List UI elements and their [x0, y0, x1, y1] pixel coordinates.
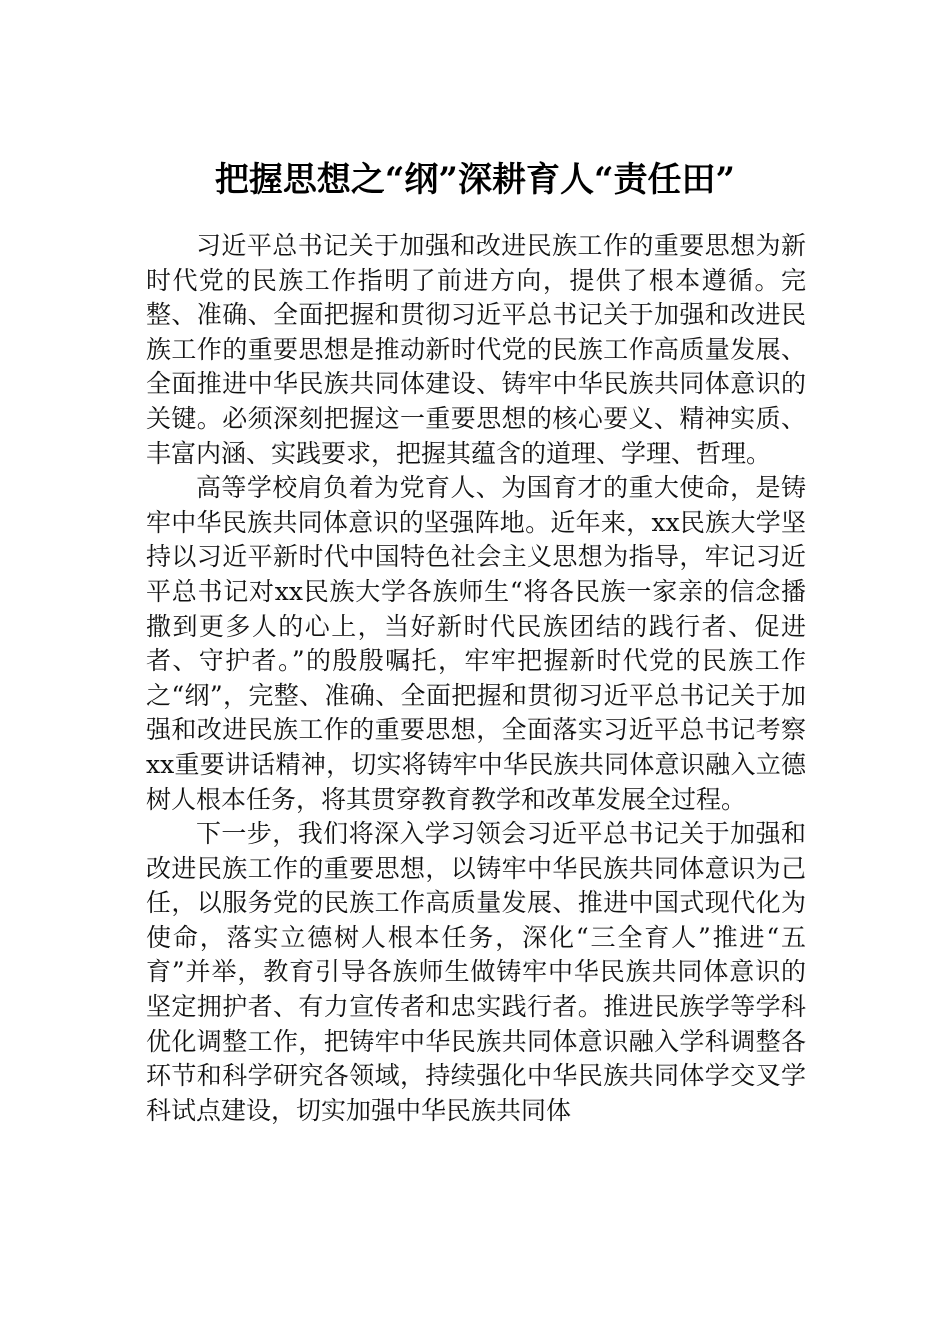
paragraph-2: 高等学校肩负着为党育人、为国育才的重大使命，是铸牢中华民族共同体意识的坚强阵地。近年来，xx民族大学坚持以习近平新时代中国特色社会主义思想为指导，牢记习近平总书记对xx民族大学各族师生“将各民族一家亲的信念播撒到更多人的心上，当好新时代民族团结的践行者、促进者、守护者。”的殷殷嘱托，牢牢把握新时代党的民族工作之“纲”，完整、准确、全面把握和贯彻习近平总书记关于加强和改进民族工作的重要思想，全面落实习近平总书记考察xx重要讲话精神，切实将铸牢中华民族共同体意识融入立德树人根本任务，将其贯穿教育教学和改革发展全过程。 [146, 473, 806, 814]
document-title: 把握思想之“纲”深耕育人“责任田” [214, 160, 736, 200]
paragraph-1: 习近平总书记关于加强和改进民族工作的重要思想为新时代党的民族工作指明了前进方向，提供了根本遵循。完整、准确、全面把握和贯彻习近平总书记关于加强和改进民族工作的重要思想是推动新时代党的民族工作高质量发展、全面推进中华民族共同体建设、铸牢中华民族共同体意识的关键。必须深刻把握这一重要思想的核心要义、精神实质、丰富内涵、实践要求，把握其蕴含的道理、学理、哲理。 [146, 231, 806, 468]
paragraph-3: 下一步，我们将深入学习领会习近平总书记关于加强和改进民族工作的重要思想，以铸牢中华民族共同体意识为己任，以服务党的民族工作高质量发展、推进中国式现代化为使命，落实立德树人根本任务，深化“三全育人”推进“五育”并举，教育引导各族师生做铸牢中华民族共同体意识的坚定拥护者、有力宣传者和忠实践行者。推进民族学等学科优化调整工作，把铸牢中华民族共同体意识融入学科调整各环节和科学研究各领域，持续强化中华民族共同体学交叉学科试点建设，切实加强中华民族共同体 [146, 819, 806, 1125]
document-body [146, 229, 806, 1128]
